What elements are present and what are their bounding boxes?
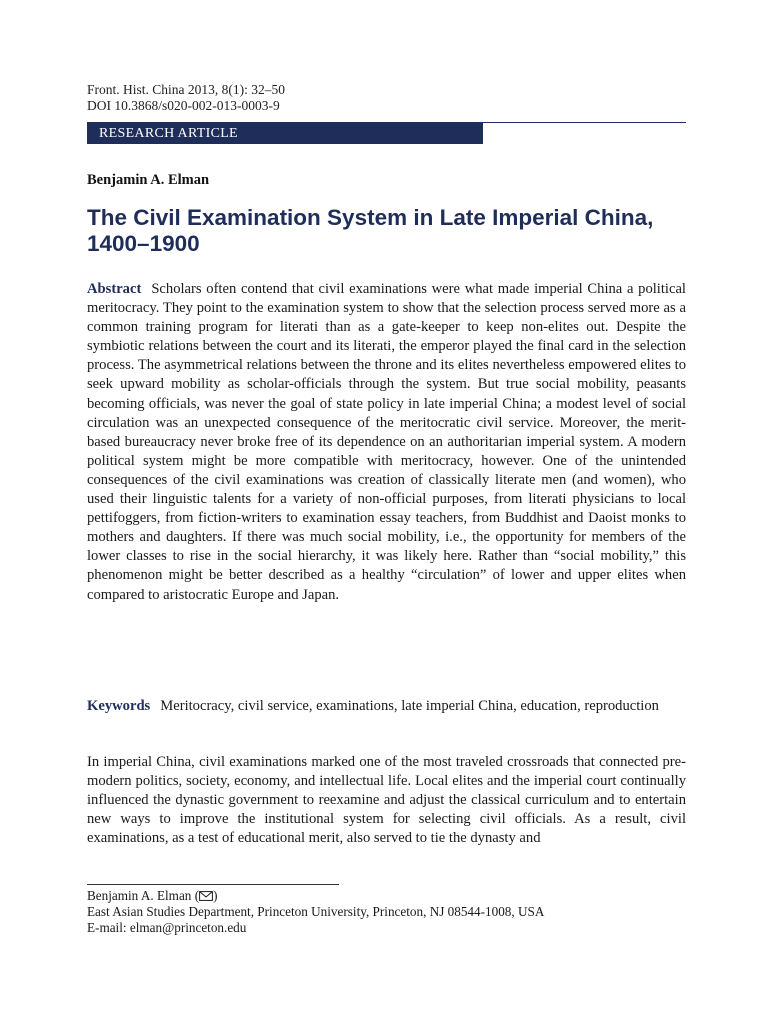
header-rule	[483, 122, 686, 123]
article-type-label: RESEARCH ARTICLE	[99, 126, 238, 141]
email-address[interactable]: elman@princeton.edu	[129, 920, 247, 935]
keywords-heading: Keywords	[87, 698, 151, 714]
keywords-text: Meritocracy, civil service, examinations, late imperial China, education, reproduction	[160, 698, 659, 714]
envelope-icon	[199, 891, 213, 901]
footnote-affiliation: East Asian Studies Department, Princeton University, Princeton, NJ 08544-1008, USA	[87, 904, 545, 919]
author-name: Benjamin A. Elman	[87, 172, 210, 188]
footnote-author: Benjamin A. Elman ( )	[87, 888, 218, 903]
email-label: E-mail:	[87, 920, 127, 935]
keywords	[87, 697, 686, 716]
journal-citation: Front. Hist. China 2013, 8(1): 32–50	[87, 82, 285, 97]
footnote-rule	[87, 884, 339, 885]
journal-doi: DOI 10.3868/s020-002-013-0003-9	[87, 98, 280, 113]
abstract-heading: Abstract	[87, 281, 142, 297]
footnote-author-name: Benjamin A. Elman	[87, 888, 192, 903]
article-title: The Civil Examination System in Late Imperial China, 1400–1900	[87, 205, 654, 256]
body-paragraph: In imperial China, civil examinations marked one of the most traveled crossroads that connected pre-modern politics, society, economy, and intellectual life. Local elites and the imperial court continually influenced the dynastic government to reexamine and adjust the classical curriculum and to entertain new ways to improve the institutional system for selecting civil officials. As a result, civil examinations, as a test of educational merit, also served to tie the dynasty and	[87, 754, 686, 847]
footnote-email-line	[87, 920, 246, 936]
abstract	[87, 280, 686, 605]
abstract-text: Scholars often contend that civil examinations were what made imperial China a political meritocracy. They point to the examination system to show that the selection process served more as a common training program for literati than as a gate-keeper to keep non-elites out. Despite the symbiotic relations between the court and its literati, the emperor played the final card in the selection process. The asymmetrical relations between the throne and its elites nevertheless empowered elites to seek upward mobility as scholar-officials through the system. But true social mobility, peasants becoming officials, was never the goal of state policy in late imperial China; a modest level of social circulation was an unexpected consequence of the meritocratic civil service. Moreover, the merit-based bureaucracy never broke free of its dependence on an authoritarian imperial system. A modern political system might be more compatible with meritocracy, however. One of the unintended consequences of the civil examinations was creation of classically literate men (and women), who used their linguistic talents for a variety of non-official purposes, from literati physicians to local pettifoggers, from fiction-writers to examination essay teachers, from Buddhist and Daoist monks to mothers and daughters. If there was much social mobility, i.e., the opportunity for members of the lower classes to rise in the social hierarchy, it was likely here. Rather than “social mobility,” this phenomenon might be better described as a healthy “circulation” of lower and upper elites when compared to aristocratic Europe and Japan.	[87, 281, 686, 603]
